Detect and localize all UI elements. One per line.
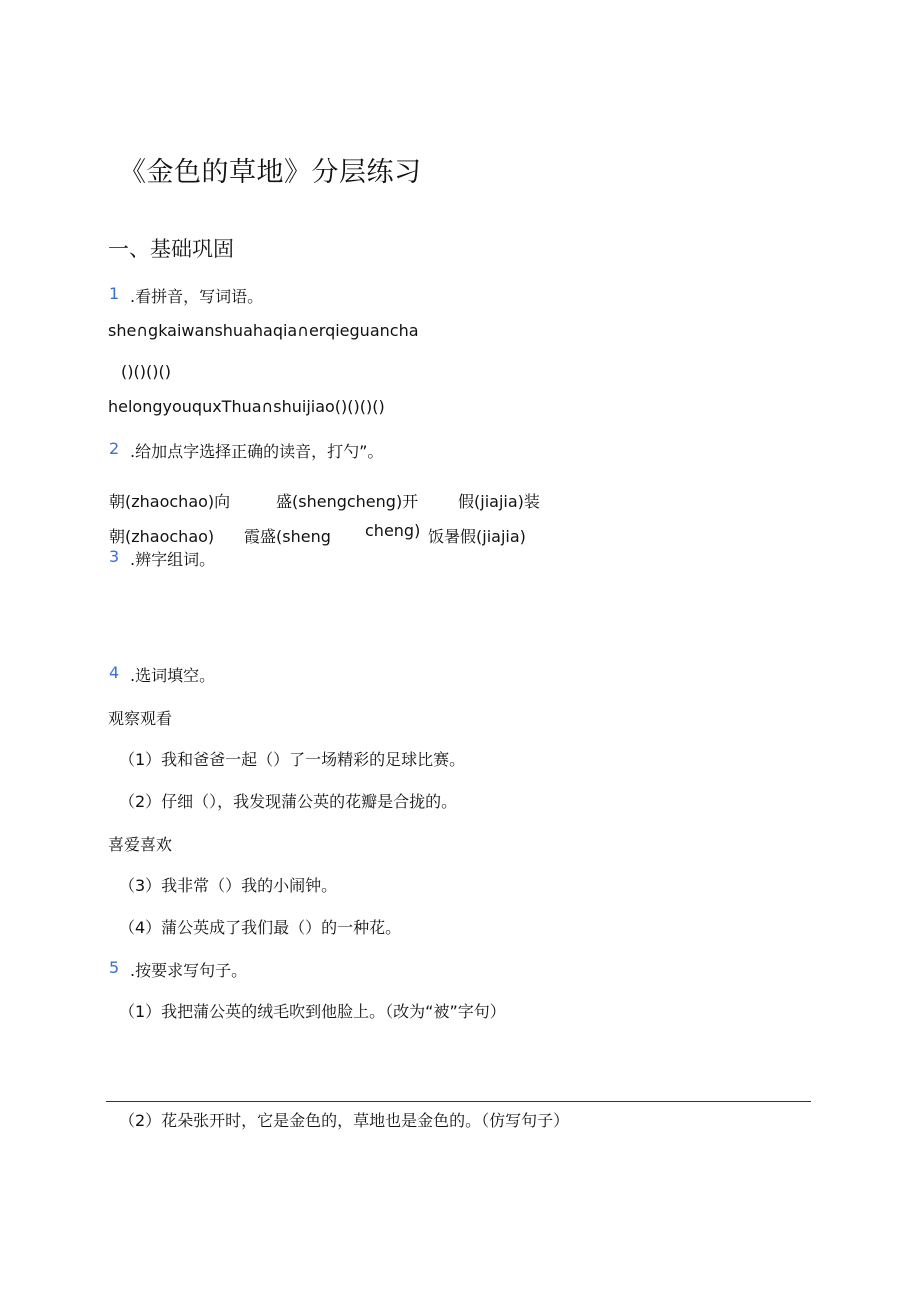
reading-option: 朝(zhaochao)向 [109, 492, 231, 511]
answer-line [106, 1101, 811, 1102]
question-5-text: .按要求写句子。 [130, 961, 248, 980]
section-heading: 一、基础巩固 [108, 237, 234, 261]
pinyin-line-2: helongyouquxThua∩shuijiao()()()() [108, 397, 385, 416]
question-2-number: 2 [109, 439, 120, 458]
reading-option: 饭暑假(jiajia) [428, 527, 526, 546]
answer-brackets-1: ()()()() [121, 362, 171, 381]
word-choice-group: 喜爱喜欢 [108, 835, 173, 854]
reading-option: 假(jiajia)装 [458, 492, 540, 511]
question-1-text: .看拼音，写词语。 [130, 287, 264, 306]
sentence-task: （1）我把蒲公英的绒毛吹到他脸上。（改为“被”字句） [119, 1002, 506, 1021]
fill-blank-item: （2）仔细（），我发现蒲公英的花瓣是合拢的。 [119, 792, 458, 811]
question-4-number: 4 [109, 663, 120, 682]
question-4-text: .选词填空。 [130, 666, 216, 685]
reading-option: cheng) [365, 521, 421, 540]
question-3-text: .辨字组词。 [130, 550, 216, 569]
pinyin-line-1: she∩gkaiwanshuahaqia∩erqieguancha [108, 321, 419, 340]
sentence-task: （2）花朵张开时，它是金色的，草地也是金色的。（仿写句子） [119, 1111, 570, 1130]
question-2-text: .给加点字选择正确的读音，打勺”。 [130, 442, 384, 461]
fill-blank-item: （3）我非常（）我的小闹钟。 [119, 876, 338, 895]
page-title: 《金色的草地》分层练习 [119, 157, 422, 188]
question-3-number: 3 [109, 547, 120, 566]
question-5-number: 5 [109, 958, 120, 977]
word-choice-group: 观察观看 [108, 709, 173, 728]
reading-option: 朝(zhaochao) [109, 527, 215, 546]
question-1-number: 1 [109, 284, 120, 303]
fill-blank-item: （4）蒲公英成了我们最（）的一种花。 [119, 918, 402, 937]
fill-blank-item: （1）我和爸爸一起（）了一场精彩的足球比赛。 [119, 750, 466, 769]
reading-option: 盛(shengcheng)开 [276, 492, 419, 511]
reading-option: 霞盛(sheng [244, 527, 331, 546]
